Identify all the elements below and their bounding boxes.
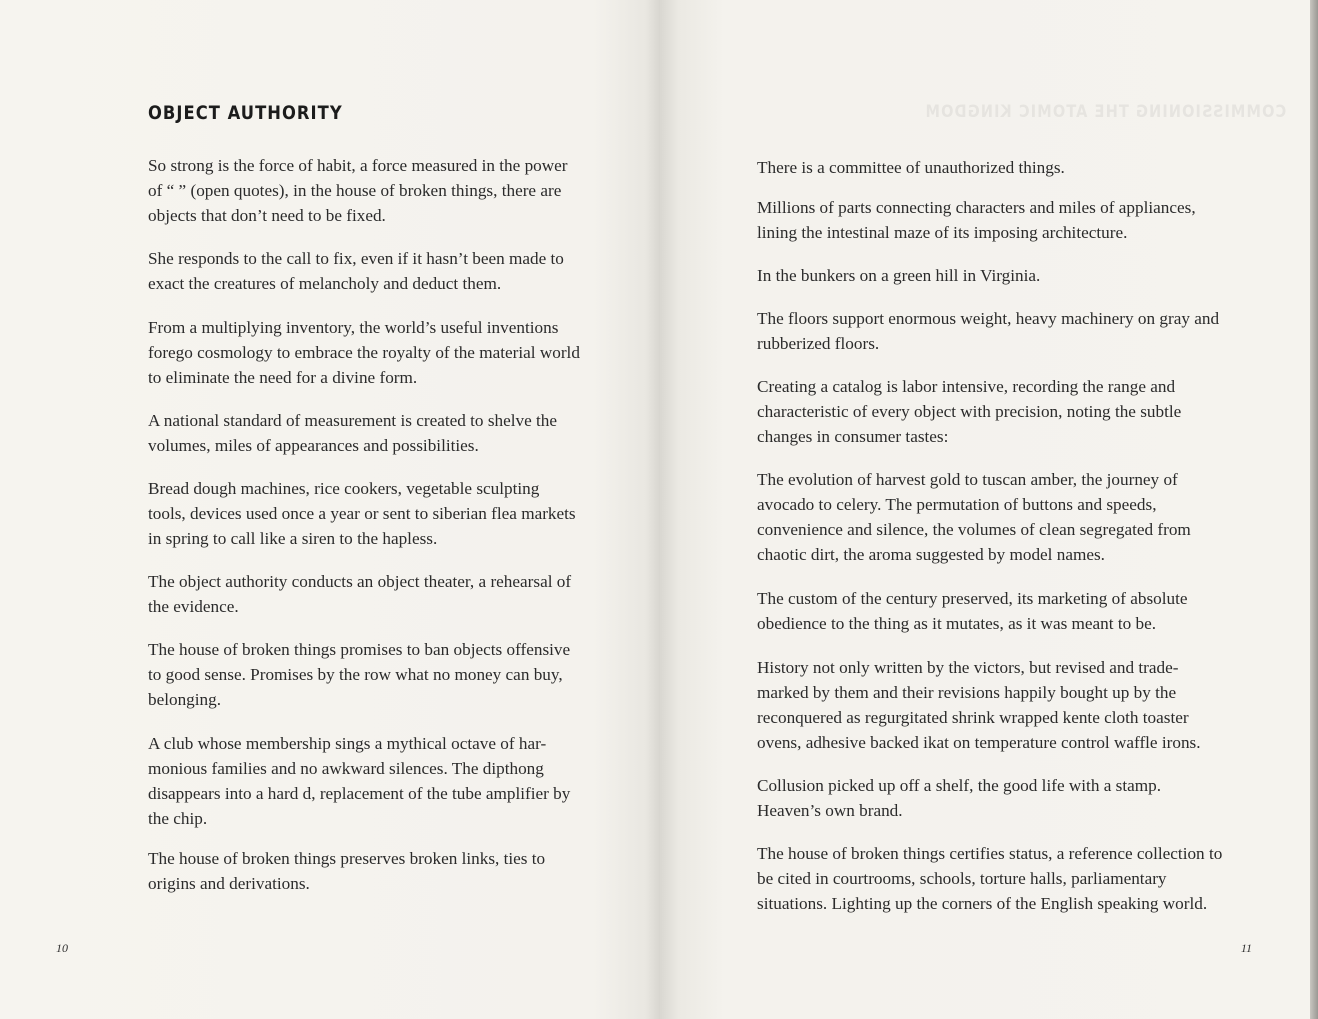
- right-paragraph-4: The floors support enormous weight, heavy machinery on gray and rubberized floors.: [757, 309, 1220, 353]
- left-paragraph-6: The object authority conducts an object theater, a rehearsal of the evidence.: [148, 572, 572, 616]
- left-paragraph-9: The house of broken things preserves broken links, ties to origins and derivations.: [148, 849, 546, 893]
- right-paragraph-8: History not only written by the victors, but revised and trade-marked by them and their revisions happily bought up by the reconquered as regurgitated shrink wrapped kente cloth toaster ovens, adhesive backed ikat on temperature control waffle irons.: [757, 658, 1201, 752]
- show-through-heading: COMMISSIONING THE ATOMIC KINGDOM: [924, 102, 1287, 122]
- left-paragraph-4: A national standard of measurement is created to shelve the volumes, miles of appearances and possibilities.: [148, 411, 558, 455]
- left-paragraph-2: She responds to the call to fix, even if it hasn’t been made to exact the creatures of melancholy and deduct them.: [148, 249, 564, 293]
- left-paragraph-7: The house of broken things promises to ban objects offensive to good sense. Promises by the row what no money can buy, belonging.: [148, 640, 571, 709]
- page-title: OBJECT AUTHORITY: [148, 102, 343, 124]
- page-number-left: 10: [56, 941, 68, 955]
- left-paragraph-8: A club whose membership sings a mythical octave of har-monious families and no awkward silences. The dipthong disappears into a hard d, replacement of the tube amplifier by the chip.: [148, 734, 571, 828]
- right-paragraph-1: There is a committee of unauthorized things.: [757, 158, 1065, 177]
- left-paragraph-3: From a multiplying inventory, the world’s useful inventions forego cosmology to embrace the royalty of the material world to eliminate the need for a divine form.: [148, 318, 580, 387]
- right-paragraph-5: Creating a catalog is labor intensive, recording the range and characteristic of every object with precision, noting the subtle changes in consumer tastes:: [757, 377, 1182, 446]
- right-paragraph-9: Collusion picked up off a shelf, the good life with a stamp. Heaven’s own brand.: [757, 776, 1161, 820]
- right-paragraph-6: The evolution of harvest gold to tuscan amber, the journey of avocado to celery. The permutation of buttons and speeds, convenience and silence, the volumes of clean segregated from chaotic dirt, the aroma suggested by model names.: [757, 470, 1191, 564]
- right-paragraph-10: The house of broken things certifies status, a reference collection to be cited in courtrooms, schools, torture halls, parliamentary situations. Lighting up the corners of the English speaking world.: [757, 844, 1223, 913]
- right-page: [659, 0, 1310, 1019]
- right-paragraph-2: Millions of parts connecting characters and miles of appliances, lining the intestinal maze of its imposing architecture.: [757, 198, 1196, 242]
- right-paragraph-3: In the bunkers on a green hill in Virginia.: [757, 266, 1041, 285]
- right-paragraph-7: The custom of the century preserved, its marketing of absolute obedience to the thing as it mutates, as it was meant to be.: [757, 589, 1188, 633]
- left-paragraph-1: So strong is the force of habit, a force measured in the power of “ ” (open quotes), in the house of broken things, there are objects that don’t need to be fixed.: [148, 156, 568, 225]
- page-edge-shadow: [1310, 0, 1318, 1019]
- left-paragraph-5: Bread dough machines, rice cookers, vegetable sculpting tools, devices used once a year or sent to siberian flea markets in spring to call like a siren to the hapless.: [148, 479, 576, 548]
- page-number-right: 11: [1240, 941, 1252, 955]
